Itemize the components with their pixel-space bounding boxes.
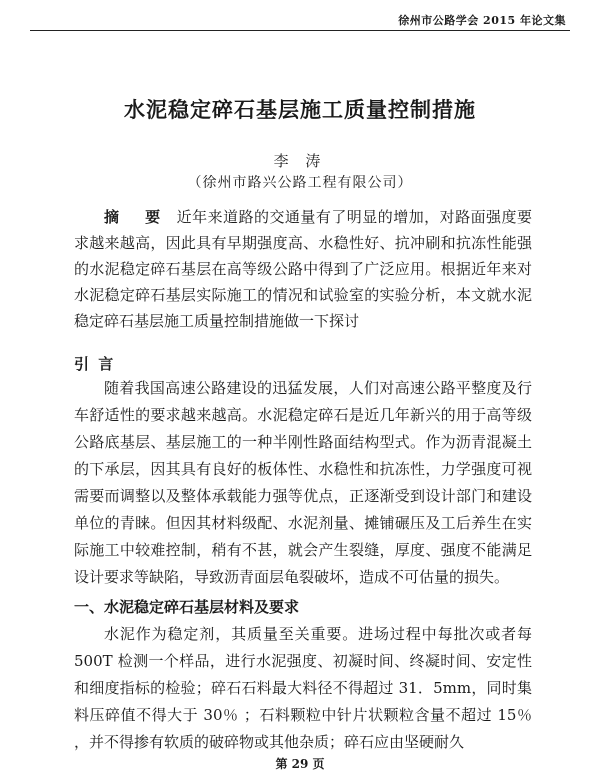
abstract-text: 近年来道路的交通量有了明显的增加，对路面强度要求越来越高，因此具有早期强度高、水稳性好、抗冲刷和抗冻性能强的水泥稳定碎石基层在高等级公路中得到了广泛应用。根据近年来对水泥稳定碎石基层实际施工的情况和试验室的实验分析，本文就水泥稳定碎石基层施工质量控制措施做一下探讨 [74, 208, 532, 330]
section-heading-intro: 引 言 [74, 355, 116, 373]
abstract [74, 204, 532, 334]
paper-title: 水泥稳定碎石基层施工质量控制措施 [124, 97, 476, 122]
author-affiliation: （徐州市路兴公路工程有限公司） [187, 175, 413, 191]
header-rule [30, 30, 570, 31]
section-heading-materials: 一、水泥稳定碎石基层材料及要求 [74, 598, 300, 616]
author-name: 李 涛 [273, 152, 327, 170]
running-header: 徐州市公路学会 2015 年论文集 [398, 14, 566, 27]
abstract-label: 摘 要 [104, 208, 171, 226]
page-number: 第 29 页 [275, 757, 325, 771]
intro-paragraph: 随着我国高速公路建设的迅猛发展，人们对高速公路平整度及行车舒适性的要求越来越高。水泥稳定碎石是近几年新兴的用于高等级公路底基层、基层施工的一种半刚性路面结构型式。作为沥青混凝土的下承层，因其具有良好的板体性、水稳性和抗冻性，力学强度可视需要而调整以及整体承载能力强等优点，正逐渐受到设计部门和建设单位的青睐。但因其材料级配、水泥剂量、摊铺碾压及工后养生在实际施工中较难控制，稍有不甚，就会产生裂缝，厚度、强度不能满足设计要求等缺陷，导致沥青面层龟裂破坏，造成不可估量的损失。 [74, 379, 532, 586]
materials-paragraph: 水泥作为稳定剂，其质量至关重要。进场过程中每批次或者每500T 检测一个样品，进行水泥强度、初凝时间、终凝时间、安定性和细度指标的检验；碎石石料最大料径不得超过 31．5mm，同时集料压碎值不得大于 30％ ；石料颗粒中针片状颗粒含量不超过 15％ ，并不得掺有软质的破碎物或其他杂质；碎石应由坚硬耐久 [74, 625, 532, 751]
